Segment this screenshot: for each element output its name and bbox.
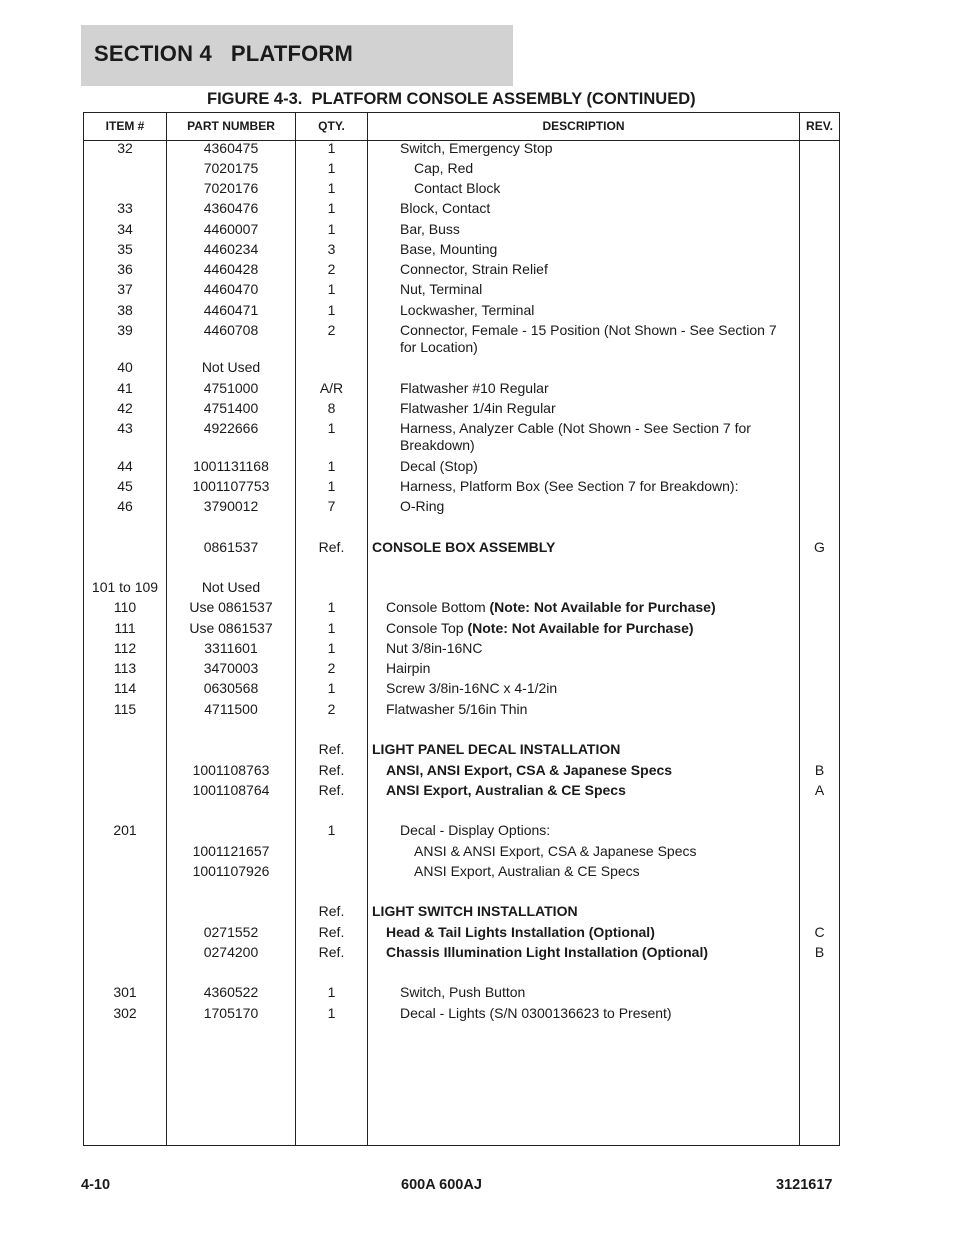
part-number: 7020175	[203, 160, 259, 176]
quantity: 2	[327, 322, 336, 338]
header-qty: QTY.	[318, 119, 345, 133]
description-text: Flatwasher 5/16in Thin	[386, 701, 528, 717]
quantity: 8	[327, 400, 336, 416]
item-number: 302	[113, 1005, 137, 1021]
part-number: 4460471	[203, 302, 259, 318]
description	[386, 944, 796, 961]
description	[400, 984, 796, 1001]
description	[386, 620, 796, 637]
part-number: 1001108764	[192, 782, 270, 798]
description	[400, 261, 796, 278]
description	[414, 180, 796, 197]
description	[400, 380, 796, 397]
header-part-number: PART NUMBER	[187, 119, 275, 133]
quantity: A/R	[319, 380, 344, 396]
description	[372, 741, 796, 758]
description-text: CONSOLE BOX ASSEMBLY	[372, 539, 556, 555]
description-text: Block, Contact	[400, 200, 491, 216]
description	[400, 400, 796, 417]
figure-title: FIGURE 4-3. PLATFORM CONSOLE ASSEMBLY (CONTINUED)	[207, 90, 696, 108]
revision: A	[814, 782, 825, 798]
quantity: Ref.	[318, 903, 345, 919]
part-number: Not Used	[201, 359, 261, 375]
part-number: 3470003	[203, 660, 259, 676]
item-number: 111	[114, 620, 136, 636]
description	[386, 782, 796, 799]
part-number: 4460234	[203, 241, 259, 257]
item-number: 101 to 109	[91, 579, 159, 595]
part-number: 0861537	[203, 539, 259, 555]
description-text: Connector, Strain Relief	[400, 261, 548, 277]
quantity: 1	[327, 680, 336, 696]
item-number: 113	[113, 660, 137, 676]
document-number: 3121617	[776, 1177, 833, 1193]
page-number: 4-10	[81, 1177, 111, 1193]
description-text: Flatwasher 1/4in Regular	[400, 400, 556, 416]
quantity: 1	[327, 1005, 336, 1021]
description	[400, 822, 796, 839]
description-text: ANSI, ANSI Export, CSA & Japanese Specs	[386, 762, 673, 778]
part-number: 0271552	[203, 924, 259, 940]
description-text: Decal (Stop)	[400, 458, 478, 474]
item-number: 43	[117, 420, 133, 436]
part-number: 4360522	[203, 984, 259, 1000]
description	[386, 924, 796, 941]
quantity: 1	[327, 140, 336, 156]
item-number: 36	[117, 261, 133, 277]
part-number: 4460708	[203, 322, 259, 338]
description-text: Base, Mounting	[400, 241, 498, 257]
quantity: Ref.	[318, 539, 345, 555]
description	[400, 1005, 796, 1022]
part-number: 7020176	[203, 180, 259, 196]
description-note: (Note: Not Available for Purchase)	[489, 599, 716, 615]
quantity: 1	[327, 620, 336, 636]
quantity: 1	[327, 822, 336, 838]
quantity: 1	[327, 640, 336, 656]
item-number: 41	[117, 380, 133, 396]
quantity: 1	[327, 200, 336, 216]
description-text: Decal - Lights (S/N 0300136623 to Present)	[400, 1005, 672, 1021]
description	[400, 200, 796, 217]
quantity: 1	[327, 420, 336, 436]
description	[400, 140, 796, 157]
item-number: 38	[117, 302, 133, 318]
quantity: Ref.	[318, 762, 345, 778]
description	[386, 660, 796, 677]
item-number: 44	[117, 458, 133, 474]
quantity: Ref.	[318, 782, 345, 798]
description-text: Console Top	[386, 620, 468, 636]
description	[386, 701, 796, 718]
description-text: Harness, Analyzer Cable (Not Shown - See Section 7 for Breakdown)	[400, 420, 751, 453]
item-number: 35	[117, 241, 133, 257]
revision: C	[814, 924, 825, 940]
description	[372, 539, 796, 556]
item-number: 37	[117, 281, 133, 297]
header-rev: REV.	[806, 119, 833, 133]
part-number: 4360476	[203, 200, 259, 216]
item-number: 112	[113, 640, 137, 656]
description-note: (Note: Not Available for Purchase)	[467, 620, 694, 636]
description	[414, 863, 796, 880]
description	[400, 302, 796, 319]
quantity: 2	[327, 261, 336, 277]
description	[414, 160, 796, 177]
description-text: Head & Tail Lights Installation (Optional)	[386, 924, 655, 940]
quantity: Ref.	[318, 944, 345, 960]
description-text: Switch, Emergency Stop	[400, 140, 553, 156]
part-number: 1001108763	[192, 762, 270, 778]
description	[400, 281, 796, 298]
description-text: Flatwasher #10 Regular	[400, 380, 549, 396]
part-number: 3311601	[204, 640, 258, 656]
quantity: 1	[327, 180, 336, 196]
item-number: 45	[117, 478, 133, 494]
quantity: 2	[327, 701, 336, 717]
item-number: 201	[113, 822, 137, 838]
revision: G	[814, 539, 825, 555]
quantity: Ref.	[318, 741, 345, 757]
description-text: Connector, Female - 15 Position (Not Shown - See Section 7 for Location)	[400, 322, 777, 355]
column-divider	[367, 113, 368, 1145]
item-number: 114	[113, 680, 137, 696]
description	[372, 903, 796, 920]
description-text: LIGHT SWITCH INSTALLATION	[372, 903, 578, 919]
description-text: Switch, Push Button	[400, 984, 526, 1000]
description-text: Contact Block	[414, 180, 501, 196]
description	[400, 498, 796, 515]
description	[400, 221, 796, 238]
quantity: 1	[327, 302, 336, 318]
item-number: 39	[117, 322, 133, 338]
part-number: 4460007	[203, 221, 259, 237]
description-text: Hairpin	[386, 660, 431, 676]
item-number: 33	[117, 200, 133, 216]
description-text: ANSI Export, Australian & CE Specs	[414, 863, 640, 879]
part-number: 4711500	[204, 701, 258, 717]
description-text: Bar, Buss	[400, 221, 460, 237]
description	[400, 241, 796, 258]
model-name: 600A 600AJ	[401, 1177, 482, 1193]
part-number: 1001107926	[192, 863, 270, 879]
description-text: Nut, Terminal	[400, 281, 483, 297]
part-number: 4922666	[203, 420, 259, 436]
part-number: 4460470	[203, 281, 259, 297]
description-text: Decal - Display Options:	[400, 822, 551, 838]
column-divider	[799, 113, 800, 1145]
quantity: 1	[327, 160, 336, 176]
description-text: Chassis Illumination Light Installation (Optional)	[386, 944, 709, 960]
description	[386, 640, 796, 657]
part-number: Use 0861537	[189, 599, 273, 615]
header-description: DESCRIPTION	[542, 119, 625, 133]
part-number: 4751000	[203, 380, 259, 396]
part-number: 4360475	[203, 140, 259, 156]
description-text: Nut 3/8in-16NC	[386, 640, 483, 656]
part-number: 0274200	[203, 944, 259, 960]
description	[400, 322, 796, 356]
part-number: 4751400	[203, 400, 259, 416]
section-title: SECTION 4 PLATFORM	[94, 41, 354, 66]
item-number: 301	[113, 984, 137, 1000]
part-number: Not Used	[201, 579, 261, 595]
description-text: Cap, Red	[414, 160, 474, 176]
header-item: ITEM #	[105, 119, 145, 133]
description-text: O-Ring	[400, 498, 445, 514]
description-text: Console Bottom	[386, 599, 490, 615]
revision: B	[814, 762, 825, 778]
description	[400, 478, 796, 495]
item-number: 46	[117, 498, 133, 514]
description	[386, 680, 796, 697]
description	[400, 420, 796, 454]
quantity: Ref.	[318, 924, 345, 940]
parts-table	[83, 112, 840, 1146]
item-number: 32	[117, 140, 133, 156]
description-text: LIGHT PANEL DECAL INSTALLATION	[372, 741, 621, 757]
description	[400, 458, 796, 475]
part-number: 1001121657	[192, 843, 270, 859]
description-text: Harness, Platform Box (See Section 7 for Breakdown):	[400, 478, 739, 494]
part-number: 1001131168	[193, 458, 269, 474]
item-number: 115	[113, 701, 137, 717]
quantity: 1	[327, 221, 336, 237]
description-text: ANSI & ANSI Export, CSA & Japanese Specs	[414, 843, 697, 859]
description	[386, 599, 796, 616]
description	[414, 843, 796, 860]
quantity: 3	[327, 241, 336, 257]
quantity: 1	[327, 478, 336, 494]
description-text: Screw 3/8in-16NC x 4-1/2in	[386, 680, 558, 696]
item-number: 42	[117, 400, 133, 416]
part-number: Use 0861537	[189, 620, 273, 636]
part-number: 0630568	[203, 680, 259, 696]
part-number: 1001107753	[192, 478, 270, 494]
part-number: 1705170	[203, 1005, 259, 1021]
quantity: 1	[327, 599, 336, 615]
quantity: 1	[327, 281, 336, 297]
part-number: 4460428	[203, 261, 259, 277]
item-number: 40	[117, 359, 133, 375]
item-number: 110	[113, 599, 137, 615]
quantity: 7	[327, 498, 336, 514]
description	[386, 762, 796, 779]
item-number: 34	[117, 221, 133, 237]
quantity: 1	[327, 458, 336, 474]
revision: B	[814, 944, 825, 960]
part-number: 3790012	[203, 498, 259, 514]
quantity: 1	[327, 984, 336, 1000]
description-text: ANSI Export, Australian & CE Specs	[386, 782, 626, 798]
quantity: 2	[327, 660, 336, 676]
description-text: Lockwasher, Terminal	[400, 302, 535, 318]
